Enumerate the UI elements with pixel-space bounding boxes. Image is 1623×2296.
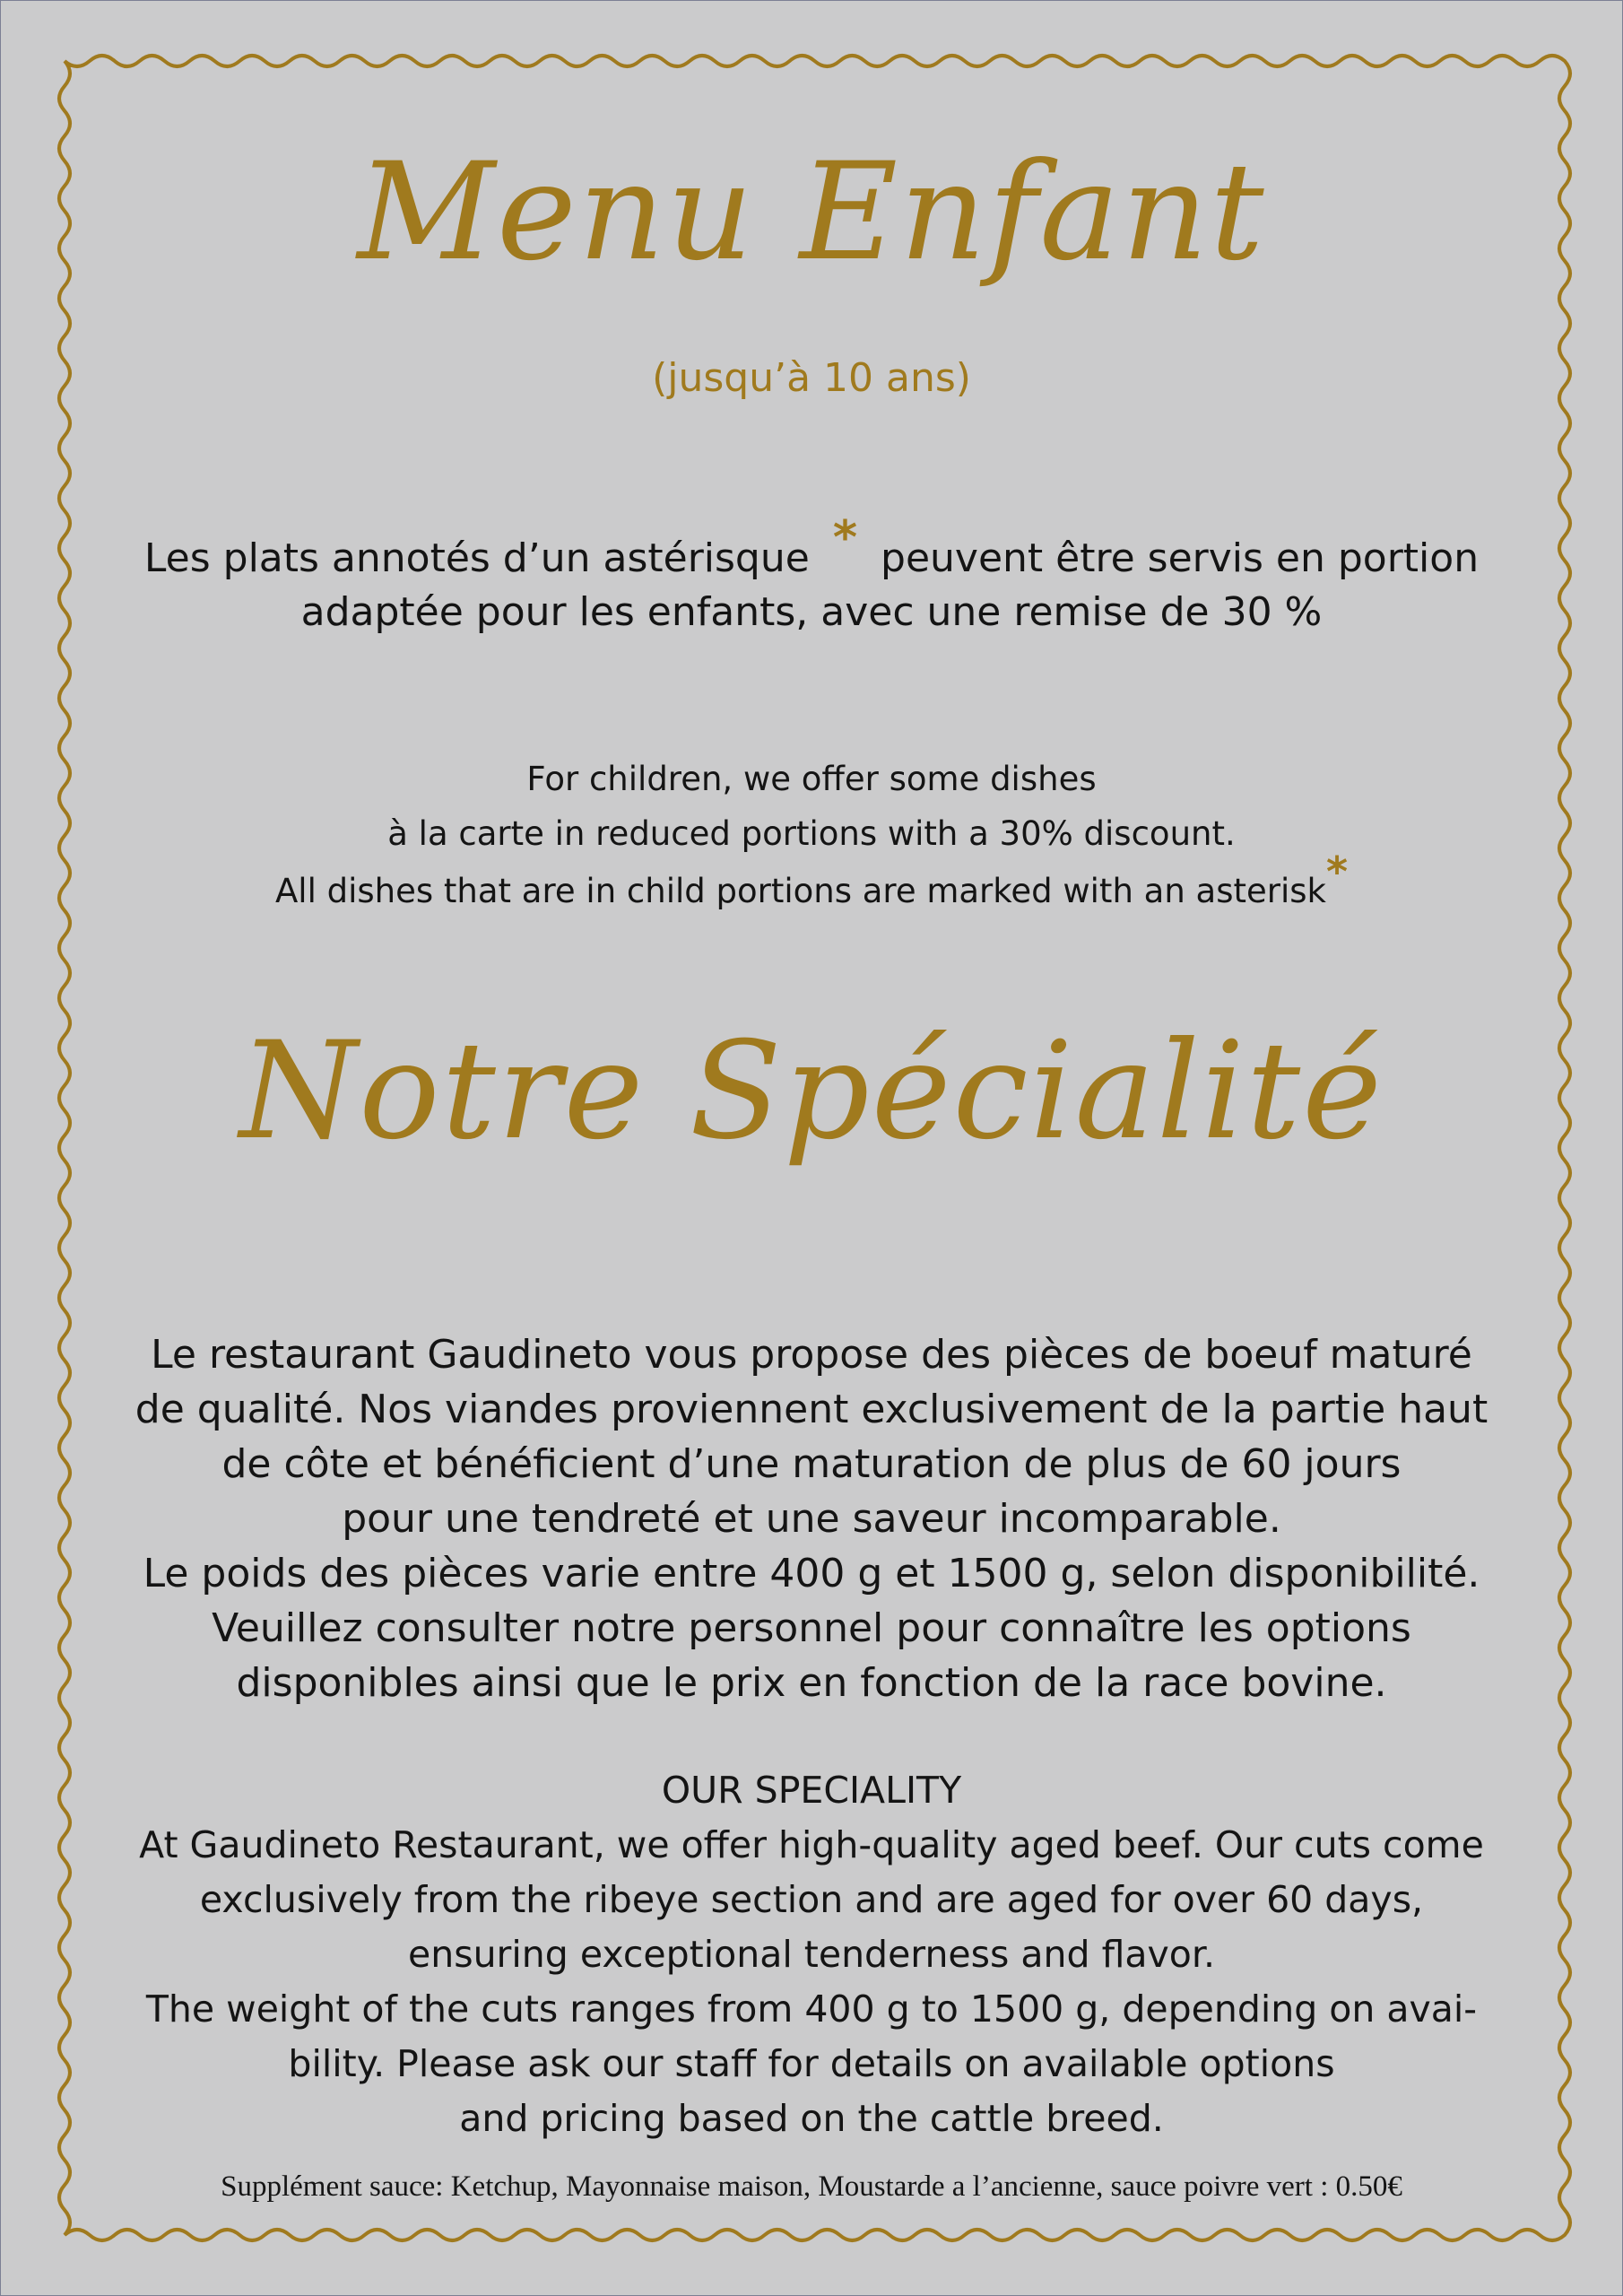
asterisk-icon: * <box>832 511 858 565</box>
asterisk-icon: * <box>1325 848 1349 896</box>
specialite-text-en <box>135 1763 1488 2146</box>
notre-specialite-title: Notre Spécialité <box>239 1013 1384 1170</box>
child-portion-note-fr <box>135 511 1488 639</box>
spec-en-line: The weight of the cuts ranges from 400 g to 1500 g, depending on avai- <box>145 1987 1478 2031</box>
menu-enfant-title: Menu Enfant <box>357 135 1266 291</box>
spec-en-line: At Gaudineto Restaurant, we offer high-quality aged beef. Our cuts come <box>139 1823 1484 1866</box>
spec-en-line: ensuring exceptional tenderness and flavor. <box>408 1933 1215 1976</box>
spec-en-line: and pricing based on the cattle breed. <box>459 2097 1164 2140</box>
spec-fr-line: Veuillez consulter notre personnel pour connaître les options <box>212 1605 1411 1651</box>
note-fr-line1-after: peuvent être servis en portion <box>881 535 1480 581</box>
note-fr-line2: adaptée pour les enfants, avec une remise de 30 % <box>300 589 1323 635</box>
note-fr-line1-before: Les plats annotés d’un astérisque <box>143 535 810 581</box>
age-limit-subtitle: (jusqu’à 10 ans) <box>652 355 971 401</box>
note-en-line2: à la carte in reduced portions with a 30% discount. <box>387 814 1236 853</box>
spec-fr-line: Le restaurant Gaudineto vous propose des pièces de boeuf maturé <box>151 1332 1472 1378</box>
spec-en-line: bility. Please ask our staff for details on available options <box>288 2042 1335 2085</box>
spec-fr-line: pour une tendreté et une saveur incomparable. <box>342 1496 1281 1542</box>
child-portion-note-en <box>135 752 1488 918</box>
spec-fr-line: disponibles ainsi que le prix en fonction de la race bovine. <box>236 1660 1387 1706</box>
spec-fr-line: de qualité. Nos viandes proviennent exclusivement de la partie haut <box>135 1387 1488 1432</box>
note-en-line1: For children, we offer some dishes <box>526 760 1097 798</box>
spec-en-line: exclusively from the ribeye section and are aged for over 60 days, <box>199 1878 1424 1921</box>
spec-fr-line: Le poids des pièces varie entre 400 g et 1500 g, selon disponibilité. <box>143 1551 1480 1596</box>
spec-fr-line: de côte et bénéficient d’une maturation de plus de 60 jours <box>221 1441 1402 1487</box>
note-en-line3: All dishes that are in child portions are marked with an asterisk <box>274 872 1326 910</box>
spec-en-heading: OUR SPECIALITY <box>661 1769 962 1812</box>
specialite-text-fr <box>135 1327 1488 1710</box>
sauce-supplement-note: Supplément sauce: Ketchup, Mayonnaise maison, Moustarde a l’ancienne, sauce poivre vert : 0.50€ <box>221 2170 1402 2203</box>
